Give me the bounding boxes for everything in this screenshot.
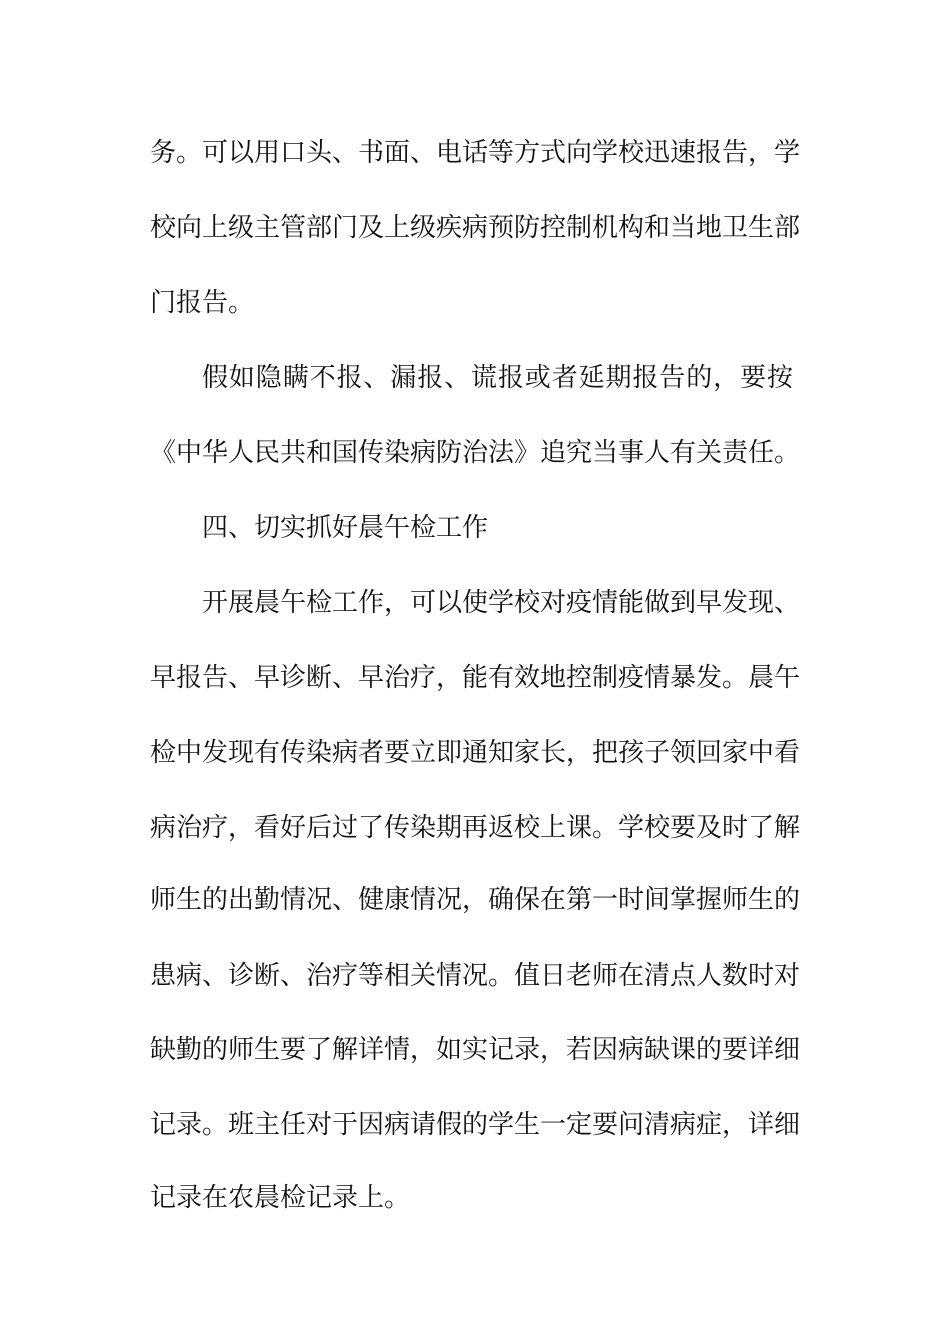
paragraph-line: 《中华人民共和国传染病防治法》追究当事人有关责任。 (150, 438, 801, 468)
paragraph-line: 校向上级主管部门及上级疾病预防控制机构和当地卫生部 (150, 213, 801, 243)
paragraph-line: 师生的出勤情况、健康情况，确保在第一时间掌握师生的 (150, 885, 801, 915)
paragraph-line: 开展晨午检工作，可以使学校对疫情能做到早发现、 (202, 588, 801, 618)
paragraph-line: 记录。班主任对于因病请假的学生一定要问清病症，详细 (150, 1110, 801, 1140)
paragraph-line: 假如隐瞒不报、漏报、谎报或者延期报告的，要按 (202, 363, 794, 393)
paragraph-line: 早报告、早诊断、早治疗，能有效地控制疫情暴发。晨午 (150, 663, 801, 693)
section-heading: 四、切实抓好晨午检工作 (202, 513, 489, 543)
paragraph-line: 患病、诊断、治疗等相关情况。值日老师在清点人数时对 (150, 961, 801, 991)
paragraph-line: 门报告。 (150, 288, 255, 318)
paragraph-line: 病治疗，看好后过了传染期再返校上课。学校要及时了解 (150, 813, 801, 843)
paragraph-line: 务。可以用口头、书面、电话等方式向学校迅速报告，学 (150, 138, 801, 168)
paragraph-line: 缺勤的师生要了解详情，如实记录，若因病缺课的要详细 (150, 1035, 801, 1065)
paragraph-line: 检中发现有传染病者要立即通知家长，把孩子领回家中看 (150, 738, 801, 768)
paragraph-line: 记录在农晨检记录上。 (150, 1183, 411, 1213)
